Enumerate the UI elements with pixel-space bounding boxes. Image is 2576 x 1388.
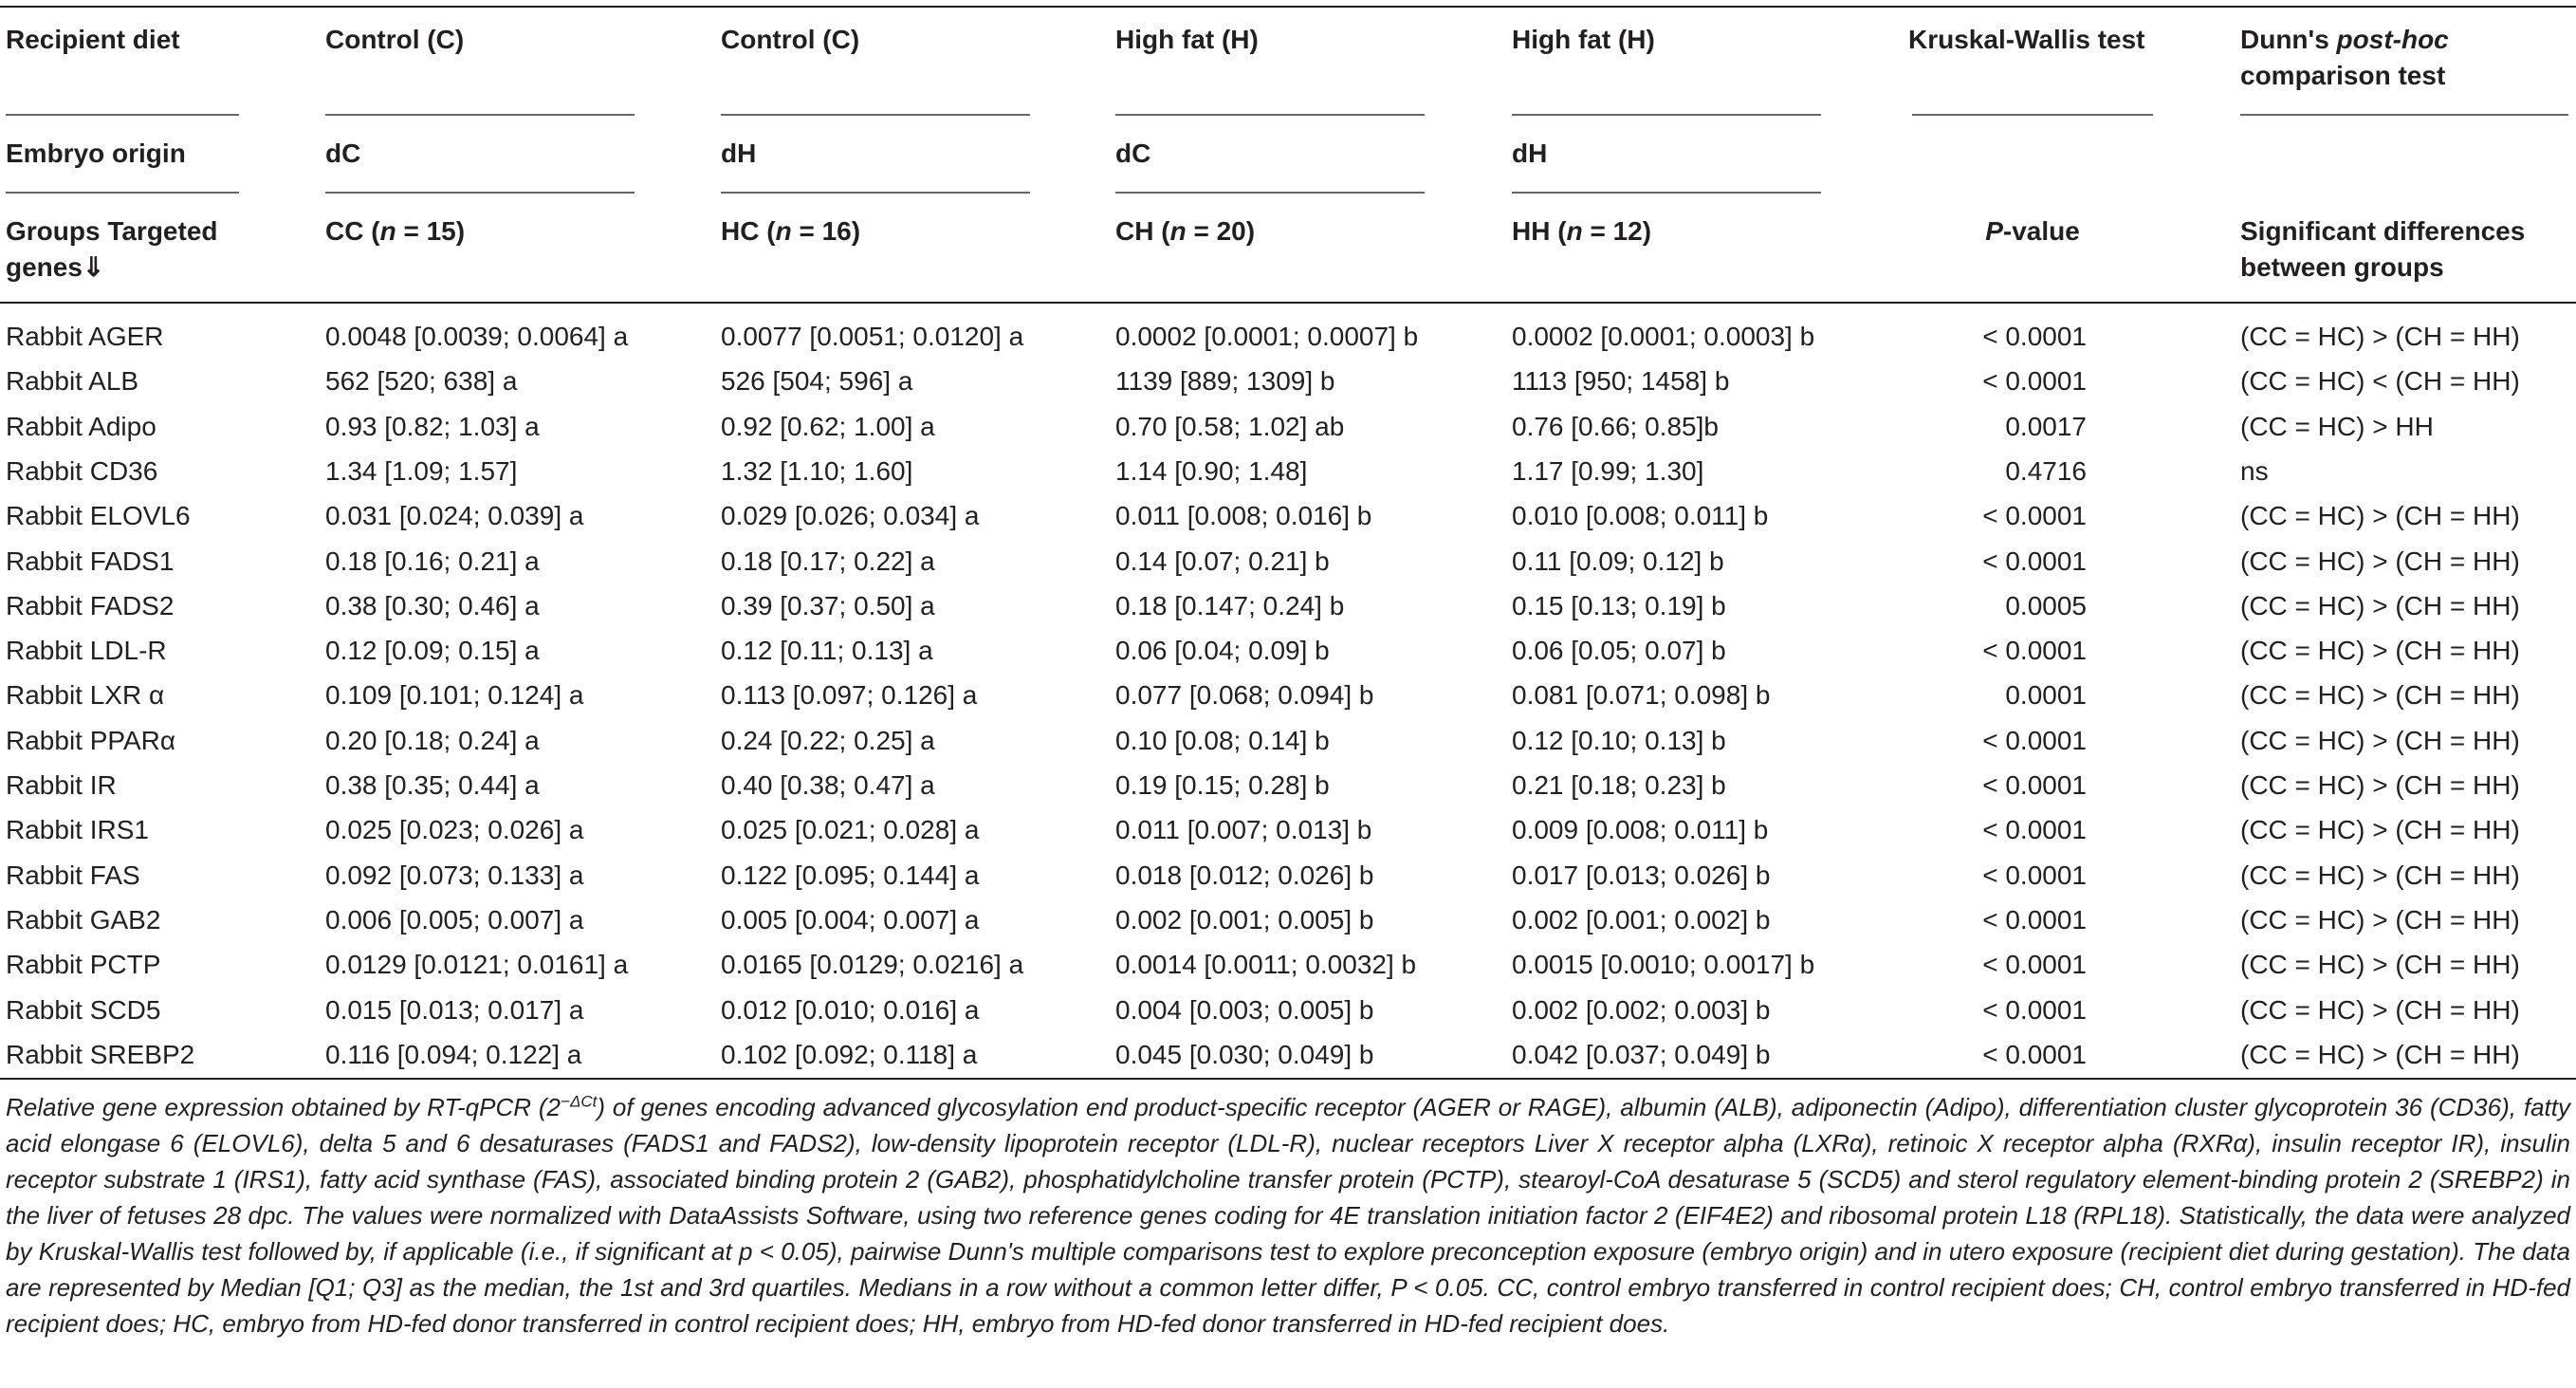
ch-value-cell: 0.06 [0.04; 0.09] b: [1115, 636, 1330, 666]
header-group-hc: HC (n = 16): [721, 216, 861, 246]
p-value-cell: < 0.0001: [1982, 860, 2087, 890]
gene-name-cell: Rabbit LDL-R: [6, 636, 167, 666]
hc-value-cell: 0.40 [0.38; 0.47] a: [721, 770, 935, 800]
significance-cell: (CC = HC) > (CH = HH): [2240, 904, 2520, 935]
hc-value-cell: 0.005 [0.004; 0.007] a: [721, 904, 980, 935]
cc-value-cell: 0.93 [0.82; 1.03] a: [325, 411, 540, 441]
ch-value-cell: 0.14 [0.07; 0.21] b: [1115, 546, 1330, 576]
hh-value-cell: 0.76 [0.66; 0.85]b: [1512, 411, 1719, 441]
table-row: [0, 539, 2576, 583]
gene-name-cell: Rabbit SCD5: [6, 994, 161, 1025]
header-origin-col-4: dH: [1512, 139, 1548, 168]
cc-value-cell: 0.20 [0.18; 0.24] a: [325, 725, 540, 755]
hh-value-cell: 0.0002 [0.0001; 0.0003] b: [1512, 322, 1815, 351]
header-diet-col-2: Control (C): [721, 25, 860, 54]
table-footnote: Relative gene expression obtained by RT-qPCR $(2^{-\Delta Ct})$ of genes encoding advanced glycosylation end product-specific receptor (AGER or RAGE), albumin (ALB), adiponectin (Adipo), differentiation cluster glycoprotein 36 (CD36), fatty acid elongase 6 (ELOVL6), delta 5 and 6 desaturases (FADS1 and FADS2), low-density lipoprotein receptor (LDL-R), nuclear receptors Liver X receptor alpha (LXRα), retinoic X receptor alpha (RXRα), insulin receptor IR), insulin receptor substrate 1 (IRS1), fatty acid synthase (FAS), associated binding protein 2 (GAB2), phosphatidylcholine transfer protein (PCTP), stearoyl-CoA desaturase 5 (SCD5) and sterol regulatory element-binding protein 2 (SREBP2) in the liver of fetuses 28 dpc. The values were normalized with DataAssists Software, using two reference genes coding for 4E translation initiation factor 2 (EIF4E2) and ribosomal protein L18 (RPL18). Statistically, the data were analyzed by Kruskal-Wallis test followed by, if applicable (i.e., if significant at p < 0.05), pairwise Dunn's multiple comparisons test to explore preconception exposure (embryo origin) and in utero exposure (recipient diet during gestation). The data are represented by Median [Q1; Q3] as the median, the 1st and 3rd quartiles. Medians in a row without a common letter differ, P < 0.05. CC, control embryo transferred in control recipient does; CH, control embryo transferred in HD-fed recipient does; HC, embryo from HD-fed donor transferred in control recipient does; HH, embryo from HD-fed donor transferred in HD-fed recipient does.: [6, 1092, 2570, 1338]
cc-value-cell: 0.116 [0.094; 0.122] a: [325, 1039, 582, 1069]
hc-value-cell: 0.012 [0.010; 0.016] a: [721, 994, 980, 1025]
hh-value-cell: 0.042 [0.037; 0.049] b: [1512, 1039, 1771, 1069]
table-row: [0, 628, 2576, 673]
hh-value-cell: 0.06 [0.05; 0.07] b: [1512, 636, 1726, 666]
header-rule: [325, 114, 635, 116]
gene-name-cell: Rabbit PPARα: [6, 725, 176, 755]
header-diet-col-4: High fat (H): [1512, 25, 1655, 54]
gene-name-cell: Rabbit AGER: [6, 322, 164, 351]
significance-cell: (CC = HC) > (CH = HH): [2240, 815, 2520, 845]
p-value-cell: < 0.0001: [1982, 546, 2087, 576]
significance-cell: (CC = HC) > (CH = HH): [2240, 994, 2520, 1025]
p-value-cell: < 0.0001: [1982, 501, 2087, 531]
gene-name-cell: Rabbit ELOVL6: [6, 501, 191, 531]
p-value-cell: 0.0001: [2005, 680, 2087, 711]
p-value-cell: 0.0017: [2005, 411, 2087, 441]
header-rule: [2240, 114, 2568, 116]
header-origin-col-1: dC: [325, 139, 361, 168]
header-rule: [721, 192, 1030, 194]
hc-value-cell: 0.0165 [0.0129; 0.0216] a: [721, 950, 1024, 980]
gene-name-cell: Rabbit CD36: [6, 455, 158, 486]
hc-value-cell: 526 [504; 596] a: [721, 366, 913, 397]
footnote-superscript: −ΔCt: [561, 1092, 598, 1111]
significance-cell: (CC = HC) > HH: [2240, 411, 2434, 441]
p-value-cell: < 0.0001: [1982, 366, 2087, 397]
header-rule: [6, 192, 239, 194]
hh-value-cell: 0.0015 [0.0010; 0.0017] b: [1512, 950, 1815, 980]
hc-value-cell: 0.12 [0.11; 0.13] a: [721, 636, 933, 666]
hh-value-cell: 0.21 [0.18; 0.23] b: [1512, 770, 1726, 800]
cc-value-cell: 0.0048 [0.0039; 0.0064] a: [325, 322, 629, 351]
header-kruskal-wallis: Kruskal-Wallis test: [1908, 25, 2145, 54]
header-origin-col-2: dH: [721, 139, 757, 168]
gene-name-cell: Rabbit GAB2: [6, 904, 161, 935]
significance-cell: (CC = HC) > (CH = HH): [2240, 725, 2520, 755]
p-value-cell: < 0.0001: [1982, 322, 2087, 351]
table-row: [0, 449, 2576, 493]
p-value-cell: < 0.0001: [1982, 1039, 2087, 1069]
ch-value-cell: 0.002 [0.001; 0.005] b: [1115, 904, 1374, 935]
p-value-cell: < 0.0001: [1982, 950, 2087, 980]
hc-value-cell: 0.029 [0.026; 0.034] a: [721, 501, 980, 531]
ch-value-cell: 0.10 [0.08; 0.14] b: [1115, 725, 1330, 755]
ch-value-cell: 0.0002 [0.0001; 0.0007] b: [1115, 322, 1419, 351]
significance-cell: (CC = HC) > (CH = HH): [2240, 322, 2520, 351]
gene-name-cell: Rabbit FADS1: [6, 546, 175, 576]
cc-value-cell: 1.34 [1.09; 1.57]: [325, 455, 518, 486]
header-p-value: P-value: [1985, 216, 2080, 246]
header-rule: [325, 192, 635, 194]
hc-value-cell: 0.39 [0.37; 0.50] a: [721, 590, 935, 620]
table-top-rule: [0, 6, 2576, 8]
header-rule: [1115, 192, 1425, 194]
cc-value-cell: 0.006 [0.005; 0.007] a: [325, 904, 584, 935]
gene-name-cell: Rabbit FADS2: [6, 590, 175, 620]
hc-value-cell: 0.102 [0.092; 0.118] a: [721, 1039, 978, 1069]
table-row: [0, 583, 2576, 628]
ch-value-cell: 0.18 [0.147; 0.24] b: [1115, 590, 1345, 620]
header-rule: [721, 114, 1030, 116]
ch-value-cell: 0.077 [0.068; 0.094] b: [1115, 680, 1374, 711]
hh-value-cell: 0.081 [0.071; 0.098] b: [1512, 680, 1771, 711]
gene-name-cell: Rabbit LXR α: [6, 680, 165, 711]
table-row: [0, 763, 2576, 807]
hh-value-cell: 0.017 [0.013; 0.026] b: [1512, 860, 1771, 890]
p-value-cell: < 0.0001: [1982, 636, 2087, 666]
table-row: [0, 853, 2576, 898]
header-diet-col-3: High fat (H): [1115, 25, 1259, 54]
hc-value-cell: 0.0077 [0.0051; 0.0120] a: [721, 322, 1024, 351]
hc-value-cell: 1.32 [1.10; 1.60]: [721, 455, 913, 486]
hh-value-cell: 0.009 [0.008; 0.011] b: [1512, 815, 1769, 845]
table-row: [0, 314, 2576, 359]
ch-value-cell: 0.70 [0.58; 1.02] ab: [1115, 411, 1345, 441]
header-diet-col-1: Control (C): [325, 25, 465, 54]
p-value-cell: 0.0005: [2005, 590, 2087, 620]
table-row: [0, 718, 2576, 763]
gene-name-cell: Rabbit SREBP2: [6, 1039, 195, 1069]
table-row: [0, 898, 2576, 942]
cc-value-cell: 0.025 [0.023; 0.026] a: [325, 815, 584, 845]
significance-cell: (CC = HC) > (CH = HH): [2240, 770, 2520, 800]
cc-value-cell: 562 [520; 638] a: [325, 366, 518, 397]
table-row: [0, 493, 2576, 538]
hh-value-cell: 0.010 [0.008; 0.011] b: [1512, 501, 1769, 531]
hh-value-cell: 0.12 [0.10; 0.13] b: [1512, 725, 1726, 755]
cc-value-cell: 0.38 [0.30; 0.46] a: [325, 590, 540, 620]
hh-value-cell: 1.17 [0.99; 1.30]: [1512, 455, 1704, 486]
table-row: [0, 359, 2576, 403]
table-row: [0, 404, 2576, 449]
cc-value-cell: 0.38 [0.35; 0.44] a: [325, 770, 540, 800]
significance-cell: (CC = HC) > (CH = HH): [2240, 501, 2520, 531]
p-value-cell: 0.4716: [2005, 455, 2087, 486]
header-groups-line-1: Groups Targeted: [6, 216, 218, 246]
ch-value-cell: 0.018 [0.012; 0.026] b: [1115, 860, 1374, 890]
hc-value-cell: 0.24 [0.22; 0.25] a: [721, 725, 935, 755]
cc-value-cell: 0.031 [0.024; 0.039] a: [325, 501, 584, 531]
header-dunn-line-2: comparison test: [2240, 61, 2446, 90]
ch-value-cell: 1.14 [0.90; 1.48]: [1115, 455, 1308, 486]
table-row: [0, 807, 2576, 852]
significance-cell: (CC = HC) > (CH = HH): [2240, 860, 2520, 890]
ch-value-cell: 0.004 [0.003; 0.005] b: [1115, 994, 1374, 1025]
cc-value-cell: 0.015 [0.013; 0.017] a: [325, 994, 584, 1025]
gene-name-cell: Rabbit PCTP: [6, 950, 161, 980]
cc-value-cell: 0.0129 [0.0121; 0.0161] a: [325, 950, 629, 980]
hh-value-cell: 1113 [950; 1458] b: [1512, 366, 1730, 397]
hc-value-cell: 0.92 [0.62; 1.00] a: [721, 411, 935, 441]
hc-value-cell: 0.122 [0.095; 0.144] a: [721, 860, 980, 890]
table-row: [0, 942, 2576, 987]
significance-cell: (CC = HC) > (CH = HH): [2240, 546, 2520, 576]
p-value-cell: < 0.0001: [1982, 725, 2087, 755]
header-origin-col-3: dC: [1115, 139, 1151, 168]
header-group-ch: CH (n = 20): [1115, 216, 1256, 246]
p-value-cell: < 0.0001: [1982, 904, 2087, 935]
cc-value-cell: 0.092 [0.073; 0.133] a: [325, 860, 584, 890]
header-significant-line-2: between groups: [2240, 252, 2444, 282]
hh-value-cell: 0.15 [0.13; 0.19] b: [1512, 590, 1726, 620]
header-embryo-origin: Embryo origin: [6, 139, 186, 168]
significance-cell: (CC = HC) > (CH = HH): [2240, 680, 2520, 711]
header-rule: [1512, 114, 1821, 116]
hh-value-cell: 0.11 [0.09; 0.12] b: [1512, 546, 1724, 576]
hc-value-cell: 0.113 [0.097; 0.126] a: [721, 680, 978, 711]
p-value-cell: < 0.0001: [1982, 994, 2087, 1025]
hc-value-cell: 0.18 [0.17; 0.22] a: [721, 546, 935, 576]
significance-cell: (CC = HC) < (CH = HH): [2240, 366, 2520, 397]
cc-value-cell: 0.109 [0.101; 0.124] a: [325, 680, 584, 711]
header-rule: [1115, 114, 1425, 116]
table-row: [0, 1032, 2576, 1077]
cc-value-cell: 0.18 [0.16; 0.21] a: [325, 546, 540, 576]
significance-cell: (CC = HC) > (CH = HH): [2240, 636, 2520, 666]
ch-value-cell: 0.045 [0.030; 0.049] b: [1115, 1039, 1374, 1069]
header-recipient-diet: Recipient diet: [6, 25, 180, 54]
ch-value-cell: 1139 [889; 1309] b: [1115, 366, 1335, 397]
significance-cell: (CC = HC) > (CH = HH): [2240, 1039, 2520, 1069]
gene-name-cell: Rabbit ALB: [6, 366, 139, 397]
header-rule: [1912, 114, 2153, 116]
hh-value-cell: 0.002 [0.002; 0.003] b: [1512, 994, 1771, 1025]
header-group-cc: CC (n = 15): [325, 216, 466, 246]
hh-value-cell: 0.002 [0.001; 0.002] b: [1512, 904, 1771, 935]
p-value-cell: < 0.0001: [1982, 770, 2087, 800]
gene-name-cell: Rabbit FAS: [6, 860, 140, 890]
header-rule: [6, 114, 239, 116]
header-bottom-rule: [0, 302, 2576, 304]
significance-cell: ns: [2240, 455, 2269, 486]
hc-value-cell: 0.025 [0.021; 0.028] a: [721, 815, 980, 845]
p-value-cell: < 0.0001: [1982, 815, 2087, 845]
table-row: [0, 988, 2576, 1032]
header-rule: [1512, 192, 1821, 194]
significance-cell: (CC = HC) > (CH = HH): [2240, 590, 2520, 620]
header-groups-line-2: genes⇓: [6, 252, 105, 282]
gene-name-cell: Rabbit Adipo: [6, 411, 156, 441]
significance-cell: (CC = HC) > (CH = HH): [2240, 950, 2520, 980]
header-dunn-line-1: Dunn's post-hoc: [2240, 25, 2449, 54]
header-significant-line-1: Significant differences: [2240, 216, 2526, 246]
cc-value-cell: 0.12 [0.09; 0.15] a: [325, 636, 540, 666]
gene-name-cell: Rabbit IR: [6, 770, 117, 800]
ch-value-cell: 0.0014 [0.0011; 0.0032] b: [1115, 950, 1417, 980]
ch-value-cell: 0.011 [0.007; 0.013] b: [1115, 815, 1372, 845]
table-row: [0, 673, 2576, 717]
ch-value-cell: 0.011 [0.008; 0.016] b: [1115, 501, 1372, 531]
gene-name-cell: Rabbit IRS1: [6, 815, 149, 845]
ch-value-cell: 0.19 [0.15; 0.28] b: [1115, 770, 1330, 800]
header-group-hh: HH (n = 12): [1512, 216, 1652, 246]
table-bottom-rule: [0, 1078, 2576, 1080]
